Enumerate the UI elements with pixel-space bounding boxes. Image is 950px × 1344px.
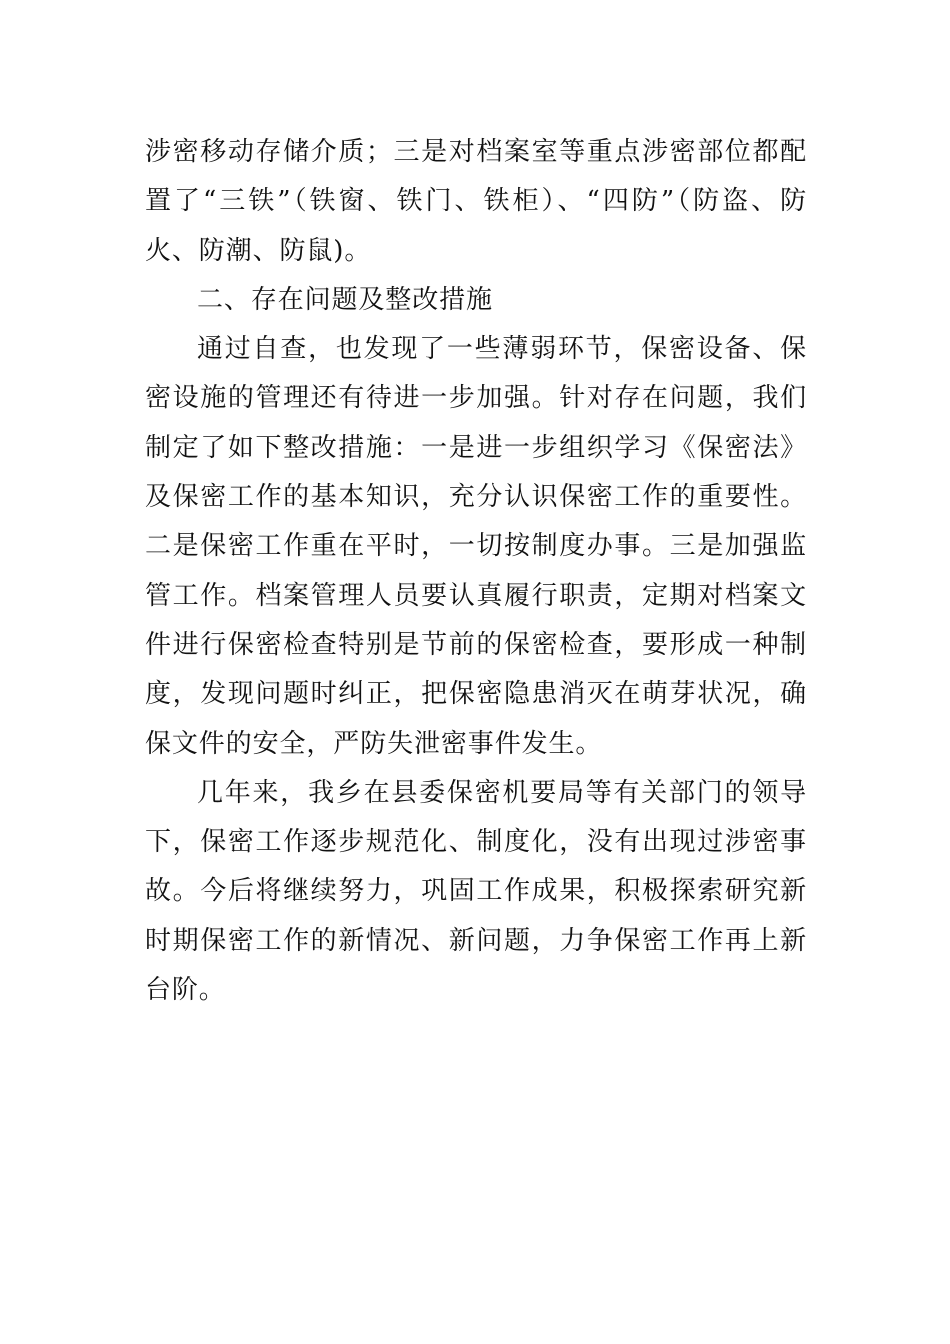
document-body	[145, 128, 807, 1015]
paragraph-conclusion: 几年来，我乡在县委保密机要局等有关部门的领导下，保密工作逐步规范化、制度化，没有出现过涉密事故。今后将继续努力，巩固工作成果，积极探索研究新时期保密工作的新情况、新问题，力争保密工作再上新台阶。	[145, 777, 807, 1006]
paragraph-continuation: 涉密移动存储介质；三是对档案室等重点涉密部位都配置了“三铁”（铁窗、铁门、铁柜）、“四防”（防盗、防火、防潮、防鼠)。	[145, 137, 807, 266]
section-heading: 二、存在问题及整改措施	[197, 284, 493, 315]
paragraph-issues-measures: 通过自查，也发现了一些薄弱环节，保密设备、保密设施的管理还有待进一步加强。针对存在问题，我们制定了如下整改措施：一是进一步组织学习《保密法》及保密工作的基本知识，充分认识保密工作的重要性。二是保密工作重在平时，一切按制度办事。三是加强监管工作。档案管理人员要认真履行职责，定期对档案文件进行保密检查特别是节前的保密检查，要形成一种制度，发现问题时纠正，把保密隐患消灭在萌芽状况，确保文件的安全，严防失泄密事件发生。	[145, 334, 807, 759]
